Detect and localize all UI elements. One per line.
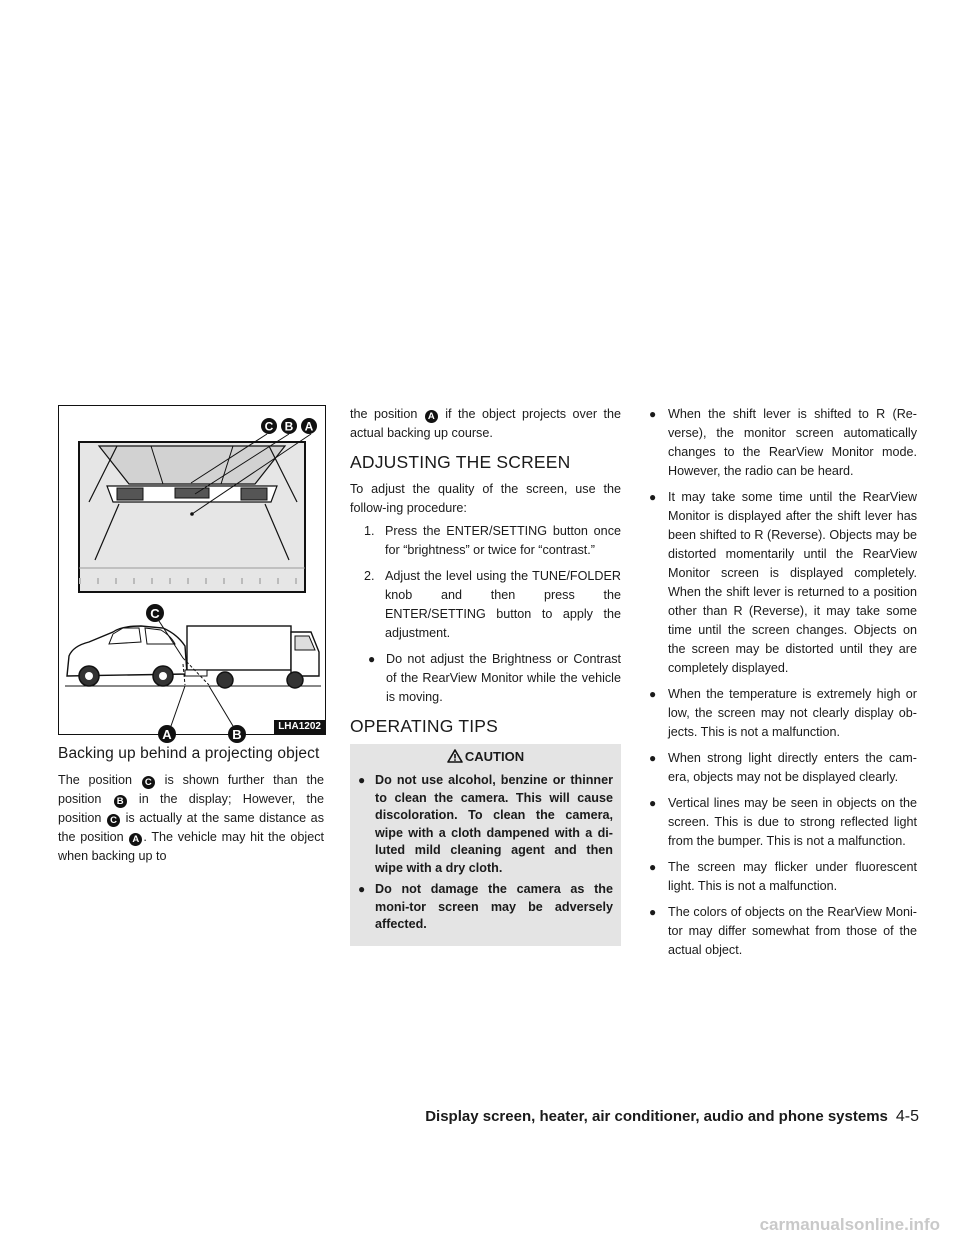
- caution-box: [350, 744, 621, 946]
- svg-text:C: C: [150, 606, 160, 621]
- step-item: 2. Adjust the level using the TUNE/FOLDER knob and then press the ENTER/SETTING button to apply the adjustment.: [364, 569, 621, 640]
- mark-a: A: [129, 833, 142, 846]
- tip-item: ● The screen may flicker under fluorescent light. This is not a malfunction.: [649, 860, 917, 893]
- mark-c: C: [142, 776, 155, 789]
- page-footer: [58, 1108, 919, 1126]
- svg-text:C: C: [264, 419, 274, 434]
- projecting-object-heading: Backing up behind a projecting object: [58, 745, 320, 762]
- tip-item: ● When strong light directly enters the cam-era, objects may not be displayed clearly.: [649, 751, 917, 784]
- svg-text:B: B: [284, 419, 294, 434]
- adjusting-bullets: [350, 650, 621, 707]
- bullet-item: ● Do not adjust the Brightness or Contrast of the RearView Monitor while the vehicle is moving.: [368, 652, 621, 704]
- mark-a: A: [425, 410, 438, 423]
- tip-item: ● When the temperature is extremely high or low, the screen may not clearly display ob-jects. This is not a malfunction.: [649, 687, 917, 739]
- page-number: 4-5: [895, 1108, 919, 1125]
- left-column: [58, 405, 324, 870]
- adjusting-intro: To adjust the quality of the screen, use the follow-ing procedure:: [350, 482, 621, 515]
- svg-text:B: B: [232, 727, 242, 742]
- tip-item: ● When the shift lever is shifted to R (Re-verse), the monitor screen automatically changes to the RearView Monitor mode. However, the radio can be heard.: [649, 407, 917, 478]
- step-item: 1. Press the ENTER/SETTING button once for “brightness” or twice for “contrast.”: [364, 524, 621, 557]
- svg-text:A: A: [162, 727, 172, 742]
- rearview-figure: [58, 405, 326, 742]
- mark-b: B: [114, 795, 127, 808]
- operating-tips-heading: OPERATING TIPS: [350, 716, 499, 736]
- tip-item: ● It may take some time until the RearView Monitor is displayed after the shift lever has been shifted to R (Reverse). Objects may be distorted momentarily until the RearView Monitor screen is displayed completely. When the shift lever is returned to a position other than R (Reverse), it may take some time until the screen changes. Objects on the screen may be distorted until they are completely displayed.: [649, 490, 917, 675]
- right-column: [646, 405, 917, 967]
- right-light: [241, 488, 267, 500]
- chapter-title: Display screen, heater, air conditioner, audio and phone systems: [425, 1108, 888, 1125]
- watermark: carmanualsonline.info: [759, 1215, 940, 1234]
- adjusting-steps: [350, 522, 621, 643]
- tips-bullets: [646, 405, 917, 960]
- rearview-illustration: [59, 406, 325, 742]
- caution-item: ● Do not use alcohol, benzine or thinner to clean the camera. This will cause discoloration. To clean the camera, wipe with a cloth dampened with a di-luted mild cleaning agent and then wipe with a dry cloth.: [358, 773, 613, 875]
- mark-c: C: [107, 814, 120, 827]
- caution-item: ● Do not damage the camera as the moni-tor screen may be adversely affected.: [358, 882, 613, 931]
- figure-label: LHA1202: [274, 720, 325, 734]
- warning-icon: [447, 749, 463, 768]
- caution-list: [358, 772, 613, 934]
- tip-item: ● Vertical lines may be seen in objects on the screen. This is due to strong reflected light from the bumper. This is not a malfunction.: [649, 796, 917, 848]
- truck-rear-outline: [99, 446, 285, 484]
- truck-bed: [187, 626, 291, 670]
- adjusting-screen-heading: ADJUSTING THE SCREEN: [350, 452, 571, 472]
- left-light: [117, 488, 143, 500]
- svg-text:A: A: [304, 419, 314, 434]
- continued-paragraph: the position A if the object projects over the actual backing up course.: [350, 407, 621, 440]
- middle-column: [350, 405, 621, 946]
- tip-item: ● The colors of objects on the RearView Moni-tor may differ somewhat from those of the actual object.: [649, 905, 917, 957]
- plate: [175, 488, 209, 498]
- caution-header: CAUTION: [358, 747, 613, 768]
- projecting-object-paragraph: The position C is shown further than the position B in the display; However, the position C is actually at the same distance as the position A . The vehicle may hit the object when backing up to: [58, 773, 324, 863]
